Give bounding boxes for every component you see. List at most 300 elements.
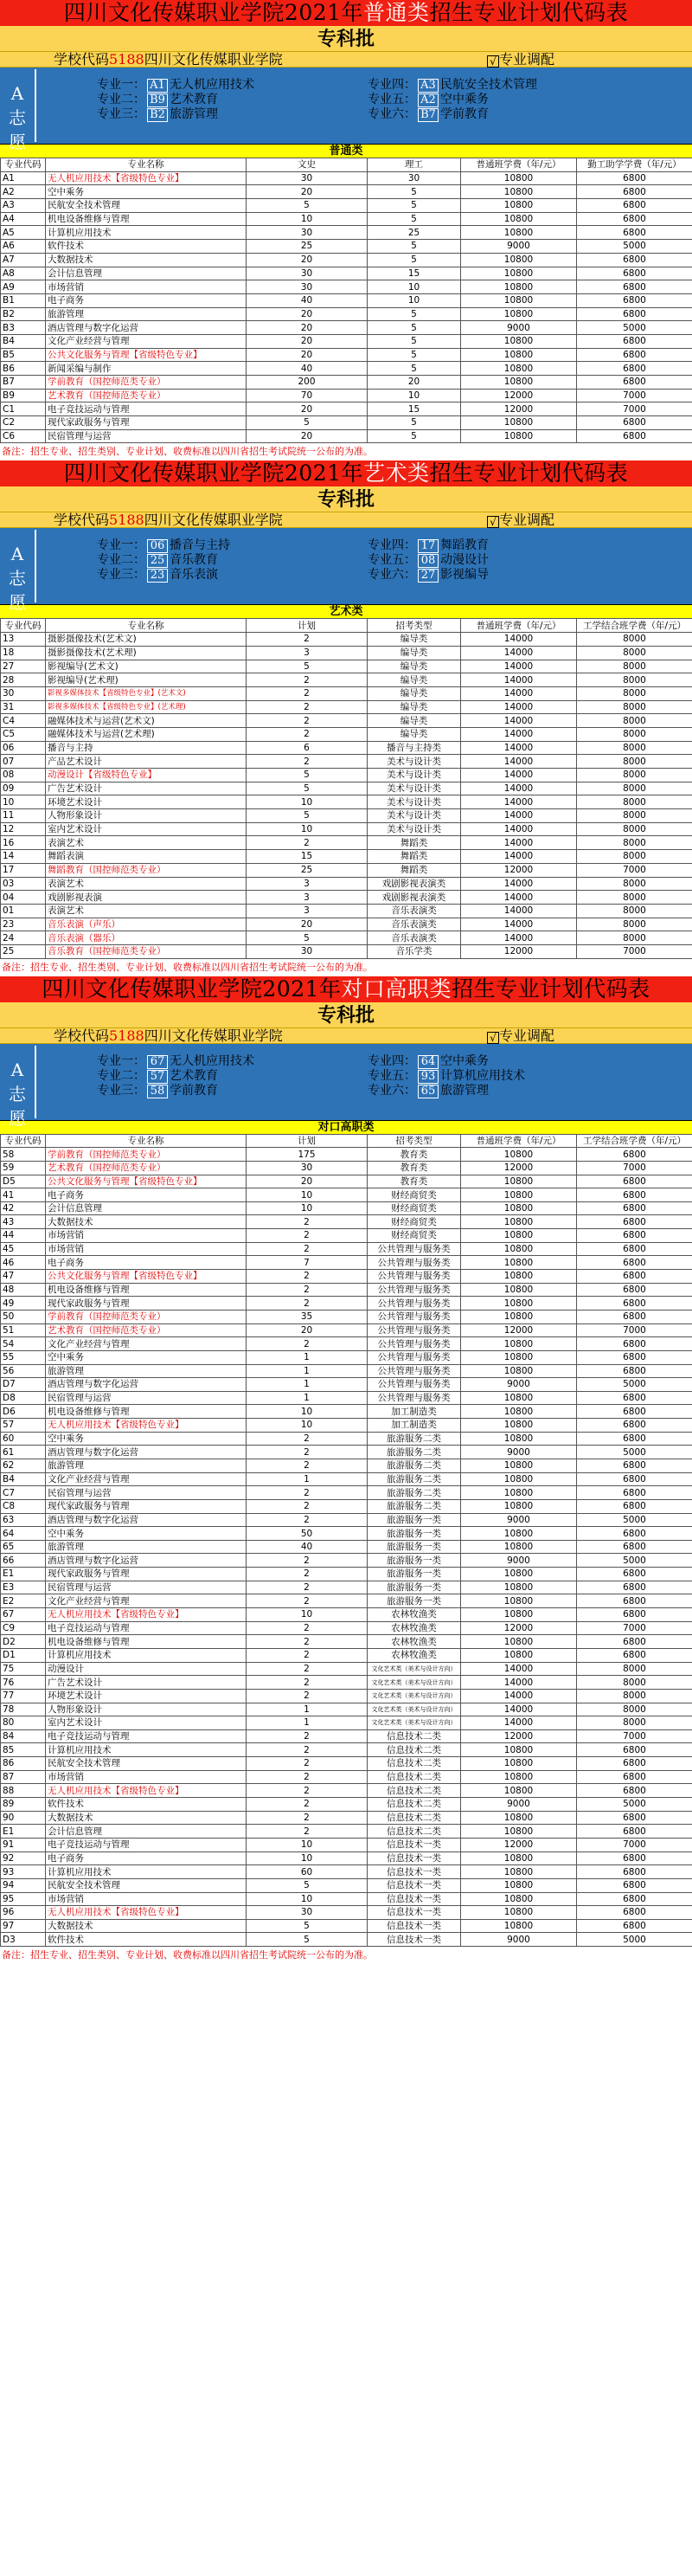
cell-code: 93 (1, 1865, 46, 1879)
cell-type: 信息技术一类 (368, 1878, 461, 1892)
cell-fee: 10800 (461, 1229, 577, 1243)
cell-fee: 10800 (461, 1175, 577, 1188)
choice-code: 67 (147, 1055, 168, 1069)
cell-plan: 30 (247, 944, 368, 958)
table-row (1, 1175, 692, 1188)
cell-fee-work: 6800 (577, 1635, 692, 1649)
cell-fee: 14000 (461, 1703, 577, 1716)
cell-fee: 12000 (461, 1621, 577, 1635)
school-code: 学校代码5188四川文化传媒职业学院 (54, 512, 283, 529)
cell-plan: 2 (247, 1689, 368, 1703)
cell-fee: 10800 (461, 293, 577, 307)
cell-major: 机电设备维修与管理 (46, 1283, 247, 1297)
plan-section-3 (0, 976, 692, 1964)
cell-fee-work: 6800 (577, 416, 692, 430)
cell-plan: 10 (247, 1608, 368, 1622)
cell-major: 摄影摄像技术(艺术文) (46, 633, 247, 647)
cell-plan: 2 (247, 1568, 368, 1581)
table-row (1, 171, 692, 185)
cell-fee: 10800 (461, 1852, 577, 1865)
cell-type: 旅游服务二类 (368, 1499, 461, 1513)
cell-plan: 2 (247, 1811, 368, 1825)
cell-fee-work: 8000 (577, 700, 692, 714)
column-header: 专业名称 (46, 158, 247, 172)
table-header-row (1, 158, 692, 172)
volunteer-char: A (10, 544, 24, 565)
major-choice-1 (97, 1054, 254, 1069)
cell-fee: 14000 (461, 714, 577, 728)
cell-major: 戏剧影视表演 (46, 891, 247, 905)
cell-fee-work: 6800 (577, 1757, 692, 1771)
table-row (1, 1568, 692, 1581)
choice-label: 专业四： (368, 538, 416, 553)
cell-fee-work: 8000 (577, 741, 692, 755)
major-choice-3 (97, 1084, 218, 1098)
choice-name: 计算机应用技术 (440, 1068, 525, 1083)
cell-major: 学前教育（国控师范类专业） (46, 1310, 247, 1323)
cell-major: 无人机应用技术【省级特色专业】 (46, 1419, 247, 1433)
cell-code: 17 (1, 863, 46, 877)
table-row (1, 199, 692, 213)
cell-fee-work: 8000 (577, 877, 692, 891)
cell-fee-work: 6800 (577, 185, 692, 199)
table-row (1, 1215, 692, 1229)
cell-type: 公共管理与服务类 (368, 1242, 461, 1256)
cell-code: 85 (1, 1743, 46, 1757)
cell-major: 表演艺术 (46, 904, 247, 918)
choice-label: 专业二： (97, 93, 145, 106)
cell-fee-work: 6800 (577, 1391, 692, 1405)
cell-major: 民航安全技术管理 (46, 1878, 247, 1892)
cell-plan: 2 (247, 1215, 368, 1229)
cell-major: 舞蹈表演 (46, 850, 247, 864)
choice-code: 25 (147, 554, 168, 568)
cell-fee: 12000 (461, 1161, 577, 1175)
cell-major: 计算机应用技术 (46, 1743, 247, 1757)
cell-code: 90 (1, 1811, 46, 1825)
cell-plan: 5 (247, 416, 368, 430)
cell-fee: 10800 (461, 334, 577, 348)
choice-name: 艺术教育 (170, 93, 218, 106)
cell-fee: 9000 (461, 1798, 577, 1812)
cell-major: 旅游管理 (46, 307, 247, 321)
cell-fee: 14000 (461, 822, 577, 836)
plan-table (0, 158, 692, 443)
cell-type: 加工制造类 (368, 1405, 461, 1419)
cell-type: 信息技术二类 (368, 1729, 461, 1743)
cell-plan: 5 (247, 1933, 368, 1947)
column-header: 理工 (368, 158, 461, 172)
cell-plan: 40 (247, 1540, 368, 1554)
batch-label: 专科批 (0, 1002, 692, 1028)
table-row (1, 362, 692, 376)
cell-type: 美术与设计类 (368, 809, 461, 823)
choice-label: 专业三： (97, 568, 145, 583)
table-row (1, 348, 692, 362)
cell-type: 舞蹈类 (368, 836, 461, 850)
cell-type: 教育类 (368, 1175, 461, 1188)
cell-major: 旅游管理 (46, 1459, 247, 1473)
cell-code: A7 (1, 253, 46, 267)
cell-type: 播音与主持类 (368, 741, 461, 755)
cell-fee: 12000 (461, 944, 577, 958)
cell-plan: 200 (247, 376, 368, 390)
cell-plan: 2 (247, 686, 368, 700)
choice-code: 08 (418, 554, 439, 568)
volunteer-char: 志 (9, 568, 26, 589)
cell-type: 旅游服务一类 (368, 1540, 461, 1554)
table-row (1, 1743, 692, 1757)
cell-plan: 2 (247, 1729, 368, 1743)
cell-code: B9 (1, 389, 46, 402)
cell-fee-work: 8000 (577, 633, 692, 647)
cell-plan: 2 (247, 1446, 368, 1459)
cell-fee: 14000 (461, 877, 577, 891)
table-row (1, 1878, 692, 1892)
school-code: 学校代码5188四川文化传媒职业学院 (54, 51, 283, 68)
cell-fee-work: 6800 (577, 1432, 692, 1446)
cell-plan: 70 (247, 389, 368, 402)
cell-fee-work: 6800 (577, 1527, 692, 1541)
cell-code: 16 (1, 836, 46, 850)
column-header: 普通班学费（年/元） (461, 619, 577, 633)
table-row (1, 1757, 692, 1771)
cell-plan: 2 (247, 1825, 368, 1839)
cell-major: 空中乘务 (46, 1432, 247, 1446)
cell-plan: 2 (247, 1270, 368, 1284)
cell-fee-work: 6800 (577, 1648, 692, 1662)
cell-type: 公共管理与服务类 (368, 1323, 461, 1337)
choice-name: 学前教育 (440, 107, 489, 121)
major-choice-6 (368, 1084, 489, 1098)
table-row (1, 1621, 692, 1635)
cell-fee-work: 6800 (577, 1919, 692, 1933)
cell-fee-work: 6800 (577, 1297, 692, 1311)
cell-major: 软件技术 (46, 1798, 247, 1812)
cell-fee: 10800 (461, 1215, 577, 1229)
cell-plan: 20 (247, 1175, 368, 1188)
check-icon: √ (487, 516, 499, 528)
cell-plan: 2 (247, 1499, 368, 1513)
cell-plan: 10 (247, 795, 368, 809)
choice-label: 专业五： (368, 1068, 416, 1083)
cell-type: 编导类 (368, 686, 461, 700)
choice-label: 专业一： (97, 1053, 145, 1068)
cell-type: 10 (368, 389, 461, 402)
choice-code: A1 (147, 79, 168, 93)
cell-code: 03 (1, 877, 46, 891)
cell-major: 文化产业经营与管理 (46, 1337, 247, 1351)
cell-fee-work: 5000 (577, 1798, 692, 1812)
cell-fee-work: 8000 (577, 931, 692, 945)
table-row (1, 1446, 692, 1459)
cell-plan: 2 (247, 714, 368, 728)
column-header: 专业代码 (1, 1134, 46, 1148)
cell-plan: 60 (247, 1865, 368, 1879)
cell-fee: 10800 (461, 1270, 577, 1284)
choice-code: 06 (147, 539, 168, 553)
cell-major: 旅游管理 (46, 1540, 247, 1554)
cell-fee: 10800 (461, 1743, 577, 1757)
cell-code: 48 (1, 1283, 46, 1297)
table-row (1, 1919, 692, 1933)
cell-type: 旅游服务一类 (368, 1554, 461, 1568)
table-row (1, 1242, 692, 1256)
cell-fee-work: 7000 (577, 1161, 692, 1175)
table-row (1, 863, 692, 877)
plan-table (0, 618, 692, 958)
major-choice-5 (368, 1069, 525, 1084)
cell-code: 24 (1, 931, 46, 945)
cell-fee: 14000 (461, 633, 577, 647)
cell-major: 广告艺术设计 (46, 782, 247, 795)
cell-fee-work: 8000 (577, 1676, 692, 1690)
table-row (1, 307, 692, 321)
choice-name: 动漫设计 (440, 553, 489, 568)
cell-major: 酒店管理与数字化运营 (46, 321, 247, 335)
cell-major: 现代家政服务与管理 (46, 1568, 247, 1581)
cell-type: 财经商贸类 (368, 1215, 461, 1229)
cell-plan: 1 (247, 1378, 368, 1392)
cell-fee: 10800 (461, 1337, 577, 1351)
volunteer-char: 志 (9, 1083, 26, 1104)
cell-fee: 10800 (461, 348, 577, 362)
cell-major: 计算机应用技术 (46, 226, 247, 240)
cell-type: 5 (368, 334, 461, 348)
cell-type: 信息技术一类 (368, 1892, 461, 1906)
cell-code: 89 (1, 1798, 46, 1812)
cell-fee-work: 8000 (577, 646, 692, 660)
cell-plan: 20 (247, 307, 368, 321)
cell-code: 25 (1, 944, 46, 958)
table-row (1, 918, 692, 931)
cell-fee: 12000 (461, 402, 577, 416)
cell-plan: 20 (247, 402, 368, 416)
cell-type: 5 (368, 348, 461, 362)
cell-fee: 10800 (461, 1148, 577, 1162)
cell-code: 78 (1, 1703, 46, 1716)
cell-plan: 5 (247, 1878, 368, 1892)
cell-code: 87 (1, 1770, 46, 1784)
cell-type: 舞蹈类 (368, 863, 461, 877)
volunteer-char: 志 (9, 107, 26, 128)
cell-type: 20 (368, 376, 461, 390)
cell-type: 戏剧影视表演类 (368, 891, 461, 905)
cell-fee-work: 6800 (577, 1310, 692, 1323)
cell-type: 音乐表演类 (368, 918, 461, 931)
cell-code: C8 (1, 1499, 46, 1513)
choice-label: 专业二： (97, 1068, 145, 1083)
cell-type: 美术与设计类 (368, 769, 461, 782)
cell-fee: 10800 (461, 1472, 577, 1486)
cell-plan: 2 (247, 1743, 368, 1757)
cell-plan: 1 (247, 1716, 368, 1730)
cell-fee: 10800 (461, 1770, 577, 1784)
choice-code: 17 (418, 539, 439, 553)
cell-major: 影视编导(艺术理) (46, 673, 247, 687)
cell-major: 市场营销 (46, 1242, 247, 1256)
cell-fee: 10800 (461, 212, 577, 226)
cell-major: 融媒体技术与运营(艺术理) (46, 727, 247, 741)
cell-fee: 14000 (461, 850, 577, 864)
table-row (1, 1256, 692, 1270)
table-row (1, 1852, 692, 1865)
cell-major: 民宿管理与运营 (46, 429, 247, 443)
cell-type: 美术与设计类 (368, 755, 461, 769)
cell-fee-work: 8000 (577, 686, 692, 700)
cell-major: 动漫设计【省级特色专业】 (46, 769, 247, 782)
cell-code: 27 (1, 660, 46, 673)
table-row (1, 1229, 692, 1243)
cell-plan: 10 (247, 1405, 368, 1419)
cell-code: 14 (1, 850, 46, 864)
major-choice-6 (368, 568, 489, 583)
cell-fee: 10800 (461, 226, 577, 240)
cell-type: 25 (368, 226, 461, 240)
cell-plan: 20 (247, 348, 368, 362)
cell-code: 44 (1, 1229, 46, 1243)
cell-plan: 10 (247, 1838, 368, 1852)
table-row (1, 1811, 692, 1825)
cell-code: A6 (1, 240, 46, 254)
cell-fee: 9000 (461, 1513, 577, 1527)
choice-name: 艺术教育 (170, 1068, 218, 1083)
table-row (1, 1161, 692, 1175)
cell-fee-work: 6800 (577, 1188, 692, 1202)
cell-fee: 14000 (461, 700, 577, 714)
cell-fee-work: 6800 (577, 1459, 692, 1473)
cell-fee-work: 6800 (577, 1906, 692, 1920)
cell-type: 5 (368, 185, 461, 199)
table-row (1, 1337, 692, 1351)
cell-plan: 20 (247, 253, 368, 267)
cell-plan: 7 (247, 1256, 368, 1270)
cell-code: A9 (1, 280, 46, 294)
cell-type: 农林牧渔类 (368, 1608, 461, 1622)
school-code-bar (0, 1028, 692, 1044)
major-choice-5 (368, 553, 489, 568)
table-row (1, 1729, 692, 1743)
cell-code: B7 (1, 376, 46, 390)
cell-type: 信息技术一类 (368, 1906, 461, 1920)
cell-code: 13 (1, 633, 46, 647)
cell-type: 公共管理与服务类 (368, 1337, 461, 1351)
cell-code: 57 (1, 1419, 46, 1433)
major-adjust: √ 专业调配 (487, 512, 554, 528)
cell-plan: 20 (247, 321, 368, 335)
column-header: 专业代码 (1, 158, 46, 172)
table-row (1, 280, 692, 294)
cell-fee-work: 7000 (577, 1729, 692, 1743)
cell-fee: 10800 (461, 1419, 577, 1433)
cell-type: 信息技术二类 (368, 1798, 461, 1812)
cell-type: 教育类 (368, 1161, 461, 1175)
table-row (1, 1635, 692, 1649)
cell-fee: 14000 (461, 891, 577, 905)
cell-major: 市场营销 (46, 1770, 247, 1784)
cell-fee: 10800 (461, 1297, 577, 1311)
cell-code: B6 (1, 362, 46, 376)
cell-type: 旅游服务二类 (368, 1446, 461, 1459)
cell-fee-work: 6800 (577, 1270, 692, 1284)
column-header: 专业名称 (46, 1134, 247, 1148)
batch-label: 专科批 (0, 26, 692, 52)
cell-fee-work: 6800 (577, 1419, 692, 1433)
cell-type: 信息技术一类 (368, 1838, 461, 1852)
cell-major: 公共文化服务与管理【省级特色专业】 (46, 348, 247, 362)
cell-fee: 10800 (461, 1784, 577, 1798)
cell-type: 文化艺术类（美术与设计方向） (368, 1689, 461, 1703)
choice-name: 旅游管理 (440, 1083, 489, 1098)
cell-code: 66 (1, 1554, 46, 1568)
cell-plan: 2 (247, 1798, 368, 1812)
cell-fee: 14000 (461, 646, 577, 660)
cell-major: 艺术教育（国控师范类专业） (46, 1323, 247, 1337)
check-icon: √ (487, 1032, 499, 1044)
cell-type: 信息技术一类 (368, 1852, 461, 1865)
cell-fee: 10800 (461, 1811, 577, 1825)
cell-code: 51 (1, 1323, 46, 1337)
cell-major: 新闻采编与制作 (46, 362, 247, 376)
major-adjust: √ 专业调配 (487, 1028, 554, 1044)
cell-code: 42 (1, 1201, 46, 1215)
choice-code: 57 (147, 1070, 168, 1084)
cell-major: 会计信息管理 (46, 267, 247, 280)
cell-fee-work: 5000 (577, 1554, 692, 1568)
cell-type: 5 (368, 416, 461, 430)
cell-plan: 2 (247, 1283, 368, 1297)
cell-fee-work: 6800 (577, 1175, 692, 1188)
table-row (1, 714, 692, 728)
table-row (1, 185, 692, 199)
table-row (1, 1201, 692, 1215)
cell-type: 5 (368, 362, 461, 376)
table-row (1, 389, 692, 402)
cell-code: 18 (1, 646, 46, 660)
cell-fee: 14000 (461, 795, 577, 809)
cell-fee: 10800 (461, 171, 577, 185)
table-row (1, 1270, 692, 1284)
cell-type: 公共管理与服务类 (368, 1391, 461, 1405)
cell-fee: 12000 (461, 1323, 577, 1337)
table-row (1, 836, 692, 850)
cell-fee-work: 8000 (577, 673, 692, 687)
cell-type: 财经商贸类 (368, 1201, 461, 1215)
table-row (1, 402, 692, 416)
cell-major: 电子商务 (46, 1256, 247, 1270)
cell-fee: 10800 (461, 1865, 577, 1879)
table-row (1, 1486, 692, 1500)
cell-type: 信息技术二类 (368, 1757, 461, 1771)
cell-code: A2 (1, 185, 46, 199)
cell-type: 信息技术二类 (368, 1784, 461, 1798)
cell-fee: 10800 (461, 253, 577, 267)
cell-type: 旅游服务一类 (368, 1581, 461, 1594)
cell-plan: 30 (247, 171, 368, 185)
cell-code: B1 (1, 293, 46, 307)
cell-plan: 30 (247, 226, 368, 240)
cell-fee-work: 6800 (577, 1350, 692, 1364)
cell-code: C4 (1, 714, 46, 728)
cell-code: 86 (1, 1757, 46, 1771)
cell-plan: 20 (247, 429, 368, 443)
cell-major: 无人机应用技术【省级特色专业】 (46, 171, 247, 185)
cell-fee: 10800 (461, 1608, 577, 1622)
cell-plan: 2 (247, 1459, 368, 1473)
cell-major: 民宿管理与运营 (46, 1581, 247, 1594)
cell-major: 电子竞技运动与管理 (46, 402, 247, 416)
cell-fee-work: 8000 (577, 836, 692, 850)
